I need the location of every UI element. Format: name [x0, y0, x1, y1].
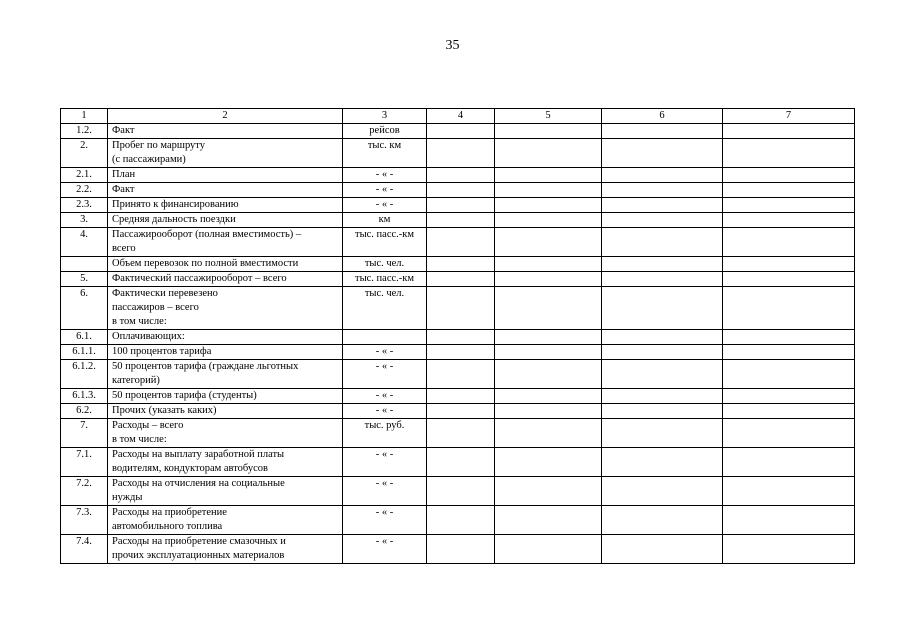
column-number-row	[61, 109, 855, 124]
value-cell	[427, 330, 495, 345]
table-row	[61, 506, 855, 535]
row-number-cell: 2.2.	[61, 183, 108, 198]
indicator-cell: Расходы на приобретение автомобильного топлива	[108, 506, 343, 535]
value-cell	[495, 404, 602, 419]
value-cell	[723, 124, 855, 139]
table-row	[61, 168, 855, 183]
value-cell	[723, 287, 855, 330]
table-row	[61, 183, 855, 198]
value-cell	[495, 535, 602, 564]
unit-cell: тыс. чел.	[343, 257, 427, 272]
value-cell	[602, 198, 723, 213]
unit-cell: тыс. руб.	[343, 419, 427, 448]
indicator-cell: Пассажирооборот (полная вместимость) – всего	[108, 228, 343, 257]
value-cell	[602, 477, 723, 506]
row-number-cell: 6.1.3.	[61, 389, 108, 404]
value-cell	[723, 330, 855, 345]
value-cell	[427, 360, 495, 389]
indicator-cell: Расходы – всего в том числе:	[108, 419, 343, 448]
indicator-cell: Фактический пассажирооборот – всего	[108, 272, 343, 287]
unit-cell: тыс. км	[343, 139, 427, 168]
value-cell	[602, 330, 723, 345]
value-cell	[723, 506, 855, 535]
value-cell	[427, 198, 495, 213]
value-cell	[427, 287, 495, 330]
indicator-cell: Факт	[108, 124, 343, 139]
value-cell	[602, 419, 723, 448]
value-cell	[427, 448, 495, 477]
indicator-cell: Принято к финансированию	[108, 198, 343, 213]
value-cell	[427, 139, 495, 168]
table-row	[61, 477, 855, 506]
value-cell	[723, 389, 855, 404]
unit-cell: тыс. чел.	[343, 287, 427, 330]
table-row	[61, 287, 855, 330]
table-row	[61, 535, 855, 564]
row-number-cell: 6.	[61, 287, 108, 330]
column-number-cell: 5	[495, 109, 602, 124]
column-number-cell: 6	[602, 109, 723, 124]
unit-cell: - « -	[343, 404, 427, 419]
unit-cell: - « -	[343, 506, 427, 535]
value-cell	[723, 198, 855, 213]
unit-cell: тыс. пасс.-км	[343, 272, 427, 287]
page-number: 35	[445, 38, 460, 53]
row-number-cell: 7.	[61, 419, 108, 448]
value-cell	[723, 360, 855, 389]
row-number-cell: 6.1.	[61, 330, 108, 345]
table-row	[61, 389, 855, 404]
value-cell	[602, 228, 723, 257]
table-row	[61, 139, 855, 168]
unit-cell: тыс. пасс.-км	[343, 228, 427, 257]
indicator-cell: 50 процентов тарифа (студенты)	[108, 389, 343, 404]
value-cell	[495, 287, 602, 330]
value-cell	[427, 535, 495, 564]
row-number-cell: 3.	[61, 213, 108, 228]
value-cell	[495, 124, 602, 139]
value-cell	[602, 168, 723, 183]
row-number-cell: 7.3.	[61, 506, 108, 535]
indicator-cell: Пробег по маршруту (с пассажирами)	[108, 139, 343, 168]
indicator-cell: Объем перевозок по полной вместимости	[108, 257, 343, 272]
value-cell	[723, 183, 855, 198]
value-cell	[723, 139, 855, 168]
value-cell	[602, 287, 723, 330]
row-number-cell: 2.3.	[61, 198, 108, 213]
row-number-cell	[61, 257, 108, 272]
value-cell	[495, 345, 602, 360]
value-cell	[495, 168, 602, 183]
unit-cell: - « -	[343, 183, 427, 198]
value-cell	[602, 213, 723, 228]
value-cell	[427, 477, 495, 506]
value-cell	[602, 535, 723, 564]
unit-cell: рейсов	[343, 124, 427, 139]
value-cell	[495, 389, 602, 404]
value-cell	[427, 168, 495, 183]
row-number-cell: 6.1.1.	[61, 345, 108, 360]
table-row	[61, 228, 855, 257]
row-number-cell: 5.	[61, 272, 108, 287]
value-cell	[427, 419, 495, 448]
value-cell	[602, 139, 723, 168]
value-cell	[602, 506, 723, 535]
table-body	[61, 109, 855, 564]
value-cell	[427, 213, 495, 228]
table-row	[61, 345, 855, 360]
table-row	[61, 419, 855, 448]
table-row	[61, 198, 855, 213]
value-cell	[602, 345, 723, 360]
value-cell	[723, 168, 855, 183]
value-cell	[602, 272, 723, 287]
value-cell	[495, 272, 602, 287]
unit-cell: - « -	[343, 360, 427, 389]
table-row	[61, 330, 855, 345]
value-cell	[495, 360, 602, 389]
column-number-cell: 1	[61, 109, 108, 124]
column-number-cell: 3	[343, 109, 427, 124]
value-cell	[602, 183, 723, 198]
indicator-cell: Факт	[108, 183, 343, 198]
value-cell	[602, 257, 723, 272]
indicator-cell: 50 процентов тарифа (граждане льготных категорий)	[108, 360, 343, 389]
row-number-cell: 7.1.	[61, 448, 108, 477]
unit-cell: - « -	[343, 168, 427, 183]
value-cell	[427, 257, 495, 272]
value-cell	[602, 389, 723, 404]
value-cell	[723, 257, 855, 272]
indicator-cell: План	[108, 168, 343, 183]
indicator-cell: Расходы на выплату заработной платы водителям, кондукторам автобусов	[108, 448, 343, 477]
value-cell	[427, 124, 495, 139]
row-number-cell: 6.2.	[61, 404, 108, 419]
unit-cell: - « -	[343, 389, 427, 404]
value-cell	[495, 257, 602, 272]
indicator-cell: Фактически перевезено пассажиров – всего в том числе:	[108, 287, 343, 330]
table-row	[61, 404, 855, 419]
value-cell	[602, 448, 723, 477]
column-number-cell: 7	[723, 109, 855, 124]
value-cell	[495, 139, 602, 168]
row-number-cell: 7.2.	[61, 477, 108, 506]
value-cell	[723, 404, 855, 419]
indicator-cell: Оплачивающих:	[108, 330, 343, 345]
unit-cell: - « -	[343, 345, 427, 360]
indicator-cell: 100 процентов тарифа	[108, 345, 343, 360]
unit-cell: - « -	[343, 535, 427, 564]
table-row	[61, 124, 855, 139]
row-number-cell: 4.	[61, 228, 108, 257]
value-cell	[495, 183, 602, 198]
table-row	[61, 257, 855, 272]
value-cell	[723, 419, 855, 448]
column-number-cell: 4	[427, 109, 495, 124]
value-cell	[602, 360, 723, 389]
value-cell	[427, 404, 495, 419]
value-cell	[602, 124, 723, 139]
value-cell	[495, 477, 602, 506]
unit-cell: - « -	[343, 448, 427, 477]
value-cell	[723, 272, 855, 287]
value-cell	[427, 345, 495, 360]
value-cell	[427, 228, 495, 257]
table-row	[61, 360, 855, 389]
indicator-cell: Расходы на приобретение смазочных и прочих эксплуатационных материалов	[108, 535, 343, 564]
table-row	[61, 213, 855, 228]
value-cell	[495, 198, 602, 213]
value-cell	[495, 419, 602, 448]
value-cell	[427, 389, 495, 404]
value-cell	[723, 345, 855, 360]
value-cell	[427, 272, 495, 287]
value-cell	[495, 330, 602, 345]
value-cell	[427, 183, 495, 198]
value-cell	[427, 506, 495, 535]
value-cell	[495, 228, 602, 257]
row-number-cell: 6.1.2.	[61, 360, 108, 389]
indicator-cell: Прочих (указать каких)	[108, 404, 343, 419]
row-number-cell: 7.4.	[61, 535, 108, 564]
unit-cell: - « -	[343, 477, 427, 506]
table-row	[61, 448, 855, 477]
indicator-cell: Средняя дальность поездки	[108, 213, 343, 228]
row-number-cell: 2.	[61, 139, 108, 168]
unit-cell	[343, 330, 427, 345]
value-cell	[495, 506, 602, 535]
value-cell	[723, 448, 855, 477]
row-number-cell: 2.1.	[61, 168, 108, 183]
report-table	[60, 108, 855, 564]
table-row	[61, 272, 855, 287]
row-number-cell: 1.2.	[61, 124, 108, 139]
value-cell	[723, 213, 855, 228]
indicator-cell: Расходы на отчисления на социальные нужды	[108, 477, 343, 506]
unit-cell: - « -	[343, 198, 427, 213]
unit-cell: км	[343, 213, 427, 228]
value-cell	[495, 213, 602, 228]
value-cell	[723, 228, 855, 257]
value-cell	[602, 404, 723, 419]
value-cell	[723, 535, 855, 564]
column-number-cell: 2	[108, 109, 343, 124]
value-cell	[723, 477, 855, 506]
value-cell	[495, 448, 602, 477]
